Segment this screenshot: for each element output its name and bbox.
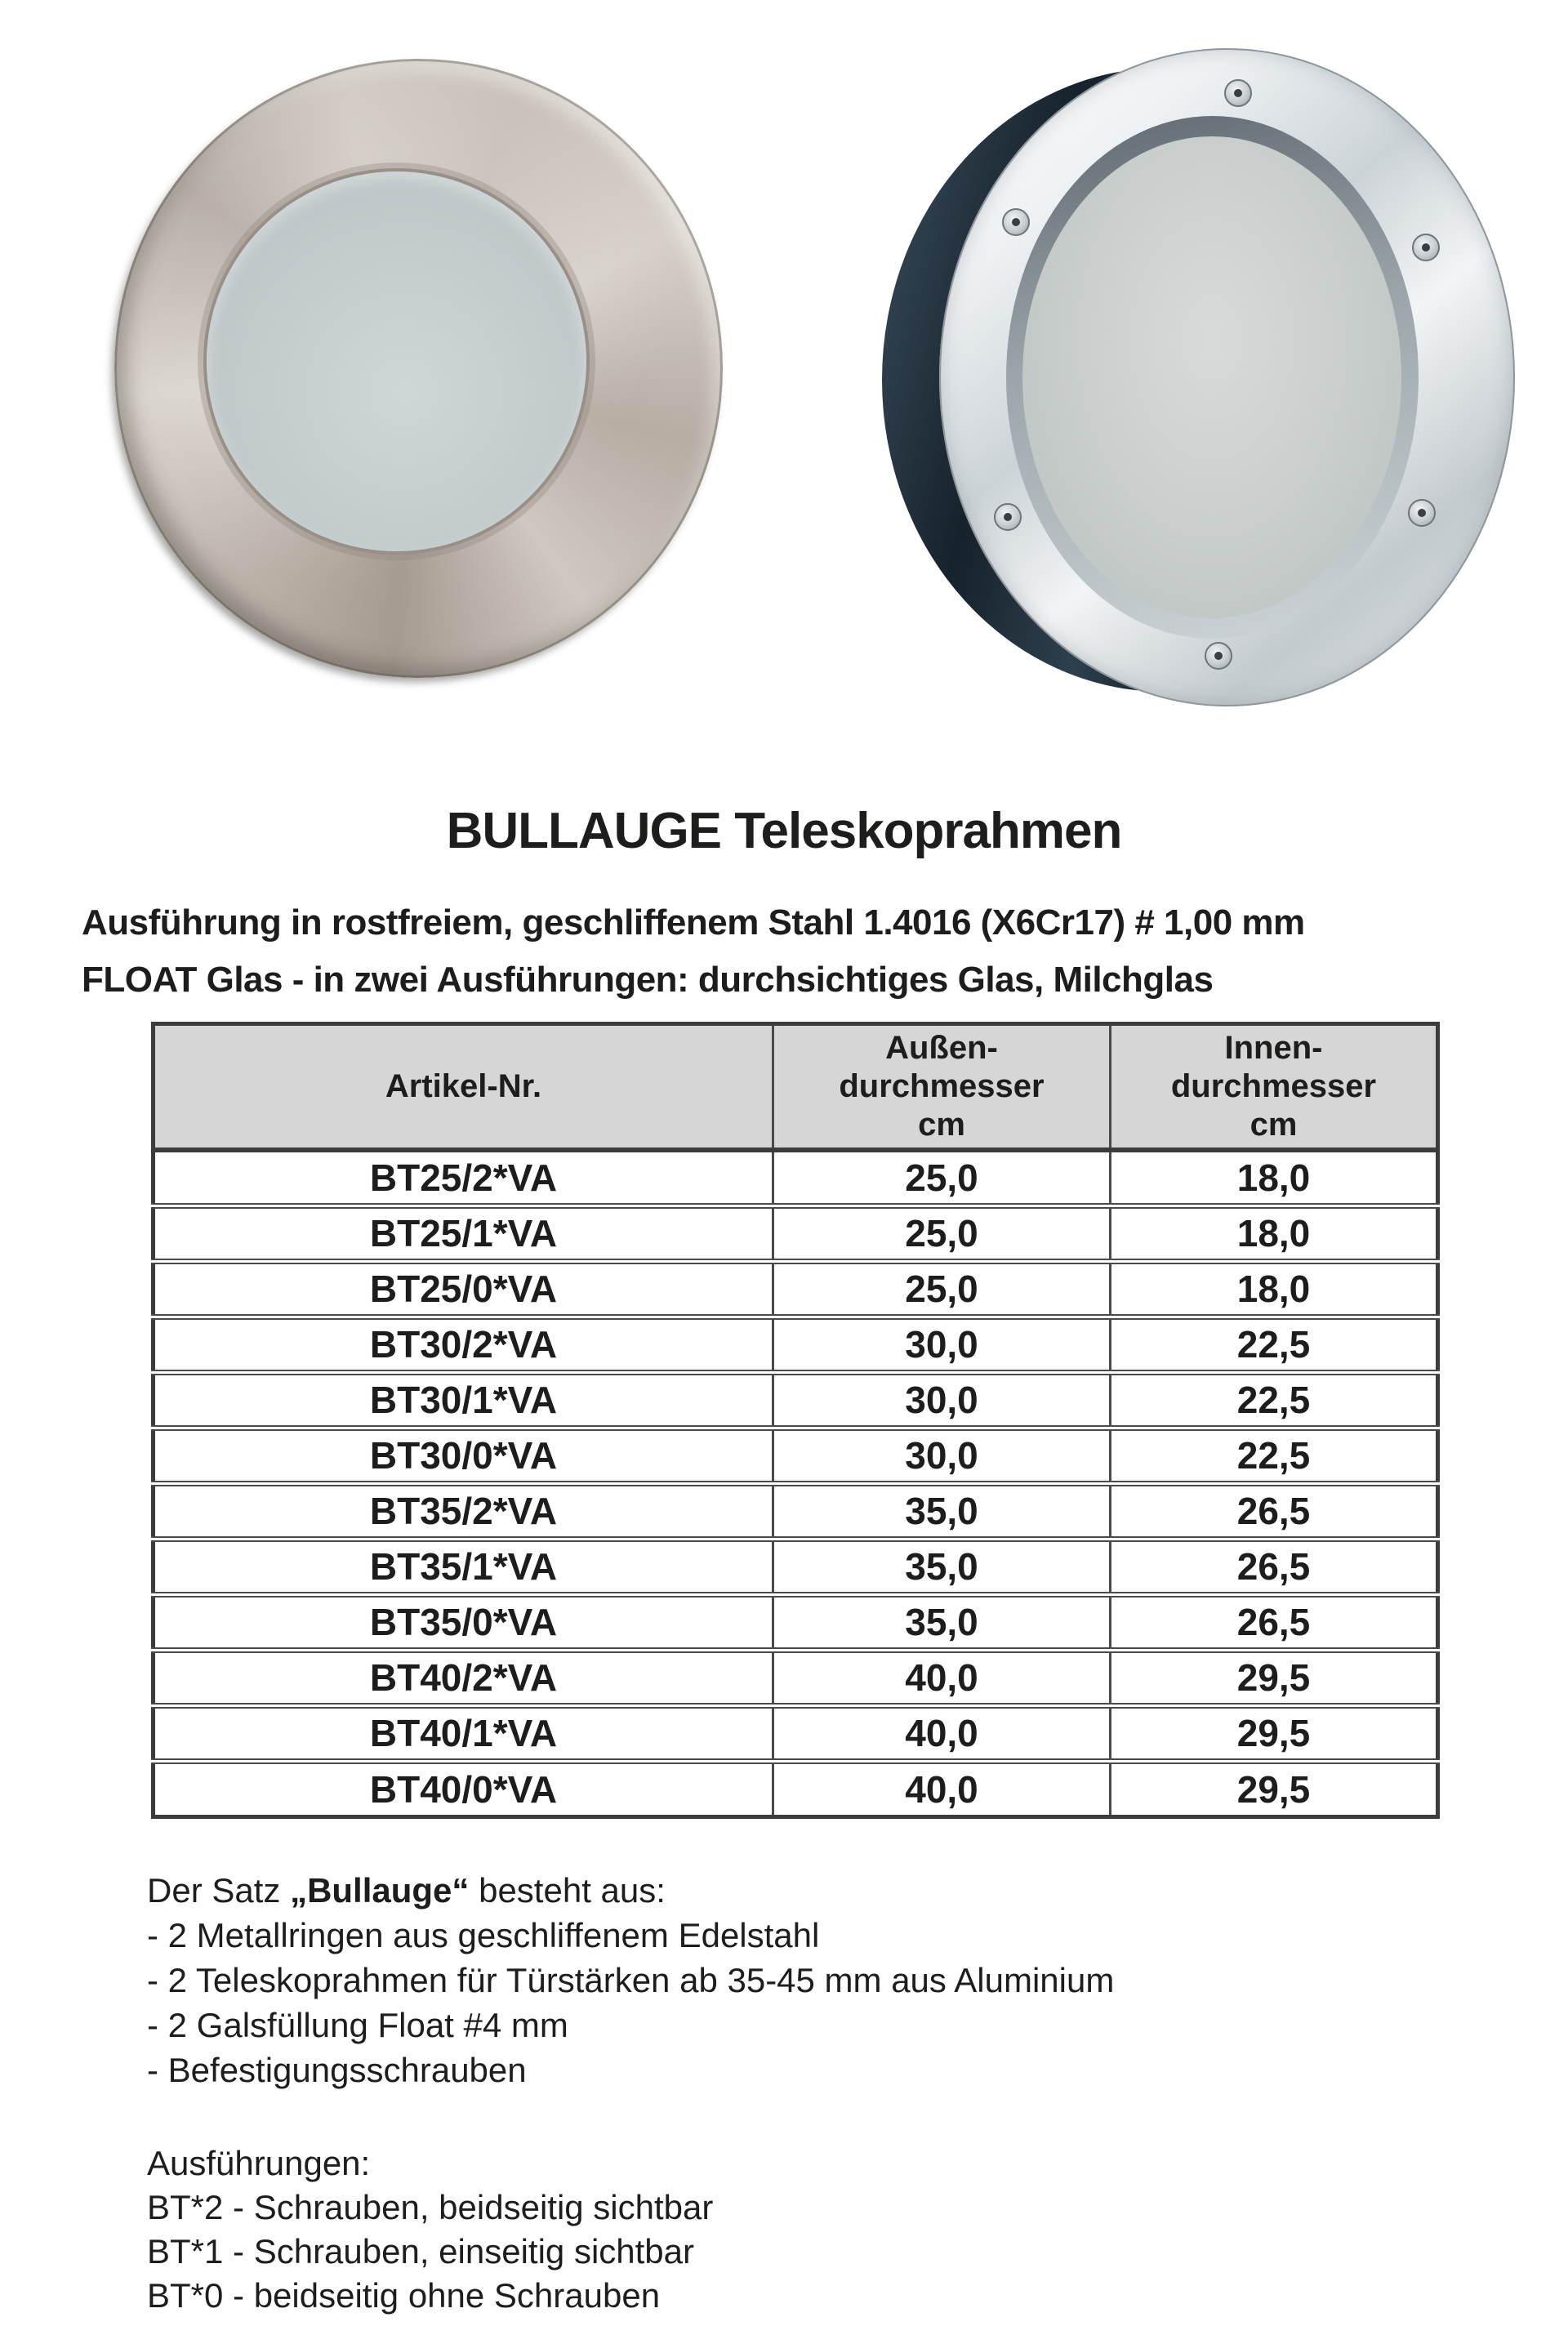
table-row bbox=[154, 1483, 1438, 1539]
col-header-line: Artikel-Nr. bbox=[385, 1068, 542, 1104]
list-item: BT*2 - Schrauben, beidseitig sichtbar bbox=[147, 2187, 714, 2226]
aussendurchmesser-cell: 35,0 bbox=[773, 1539, 1111, 1594]
table-row bbox=[154, 1539, 1438, 1594]
header-row bbox=[154, 1024, 1438, 1151]
intro-line-2: FLOAT Glas - in zwei Ausführungen: durchsichtiges Glas, Milchglas bbox=[82, 960, 1214, 1000]
aussendurchmesser-cell: 25,0 bbox=[773, 1261, 1111, 1317]
versions-block bbox=[147, 2141, 1568, 2318]
table-row bbox=[154, 1705, 1438, 1761]
innendurchmesser-cell: 29,5 bbox=[1111, 1705, 1438, 1761]
artikel-nr-cell: BT40/1*VA bbox=[154, 1705, 773, 1761]
spec-table-body bbox=[154, 1150, 1438, 1816]
list-item: BT*1 - Schrauben, einseitig sichtbar bbox=[147, 2231, 695, 2270]
set-contents-list bbox=[147, 1913, 1568, 2092]
artikel-nr-cell: BT35/1*VA bbox=[154, 1539, 773, 1594]
aussendurchmesser-cell: 35,0 bbox=[773, 1594, 1111, 1650]
product-photos bbox=[0, 0, 1568, 760]
col-header-line: Innen- bbox=[1224, 1030, 1323, 1066]
aussendurchmesser-cell: 25,0 bbox=[773, 1150, 1111, 1205]
artikel-nr-cell: BT25/2*VA bbox=[154, 1150, 773, 1205]
col-header-line: cm bbox=[918, 1107, 965, 1143]
list-item: - 2 Teleskoprahmen für Türstärken ab 35-45 mm aus Aluminium bbox=[147, 1960, 1115, 1999]
porthole-angled-photo bbox=[882, 45, 1515, 711]
innendurchmesser-cell: 22,5 bbox=[1111, 1317, 1438, 1372]
col-header-line: durchmesser bbox=[839, 1068, 1045, 1104]
screw-icon bbox=[1205, 642, 1232, 670]
aussendurchmesser-cell: 30,0 bbox=[773, 1372, 1111, 1428]
spec-table-head bbox=[154, 1024, 1438, 1151]
artikel-nr-cell: BT30/1*VA bbox=[154, 1372, 773, 1428]
screw-icon bbox=[1408, 499, 1436, 527]
lead-prefix: Der Satz bbox=[147, 1870, 291, 1910]
col-header-aussendurchmesser bbox=[773, 1024, 1111, 1151]
list-item: - Befestigungsschrauben bbox=[147, 2050, 527, 2089]
table-row bbox=[154, 1261, 1438, 1317]
innendurchmesser-cell: 29,5 bbox=[1111, 1761, 1438, 1816]
artikel-nr-cell: BT30/2*VA bbox=[154, 1317, 773, 1372]
innendurchmesser-cell: 26,5 bbox=[1111, 1539, 1438, 1594]
aussendurchmesser-cell: 40,0 bbox=[773, 1705, 1111, 1761]
innendurchmesser-cell: 26,5 bbox=[1111, 1483, 1438, 1539]
artikel-nr-cell: BT40/2*VA bbox=[154, 1650, 773, 1705]
table-row bbox=[154, 1761, 1438, 1816]
porthole-front-photo bbox=[114, 59, 723, 678]
set-description-lead bbox=[147, 1868, 1568, 1913]
intro-line-1: Ausführung in rostfreiem, geschliffenem Stahl 1.4016 (X6Cr17) # 1,00 mm bbox=[82, 902, 1305, 943]
col-header-artikel-nr bbox=[154, 1024, 773, 1151]
lead-suffix: besteht aus: bbox=[469, 1870, 666, 1910]
table-row bbox=[154, 1317, 1438, 1372]
artikel-nr-cell: BT40/0*VA bbox=[369, 1767, 558, 1811]
innendurchmesser-cell: 29,5 bbox=[1111, 1650, 1438, 1705]
screw-icon bbox=[1224, 79, 1252, 107]
col-header-innendurchmesser bbox=[1111, 1024, 1438, 1151]
table-row bbox=[154, 1594, 1438, 1650]
table-row bbox=[154, 1372, 1438, 1428]
intro-block bbox=[82, 894, 1568, 1009]
list-item: BT*0 - beidseitig ohne Schrauben bbox=[147, 2275, 661, 2315]
innendurchmesser-cell: 22,5 bbox=[1111, 1428, 1438, 1483]
col-header-line: cm bbox=[1250, 1107, 1298, 1143]
innendurchmesser-cell: 26,5 bbox=[1111, 1594, 1438, 1650]
list-item: - 2 Metallringen aus geschliffenem Edelstahl bbox=[147, 1915, 820, 1954]
aussendurchmesser-cell: 40,0 bbox=[773, 1761, 1111, 1816]
page-title: BULLAUGE Teleskoprahmen bbox=[446, 803, 1122, 859]
aussendurchmesser-cell: 25,0 bbox=[773, 1205, 1111, 1261]
list-item: - 2 Galsfüllung Float #4 mm bbox=[147, 2005, 568, 2044]
innendurchmesser-cell: 18,0 bbox=[1111, 1261, 1438, 1317]
innendurchmesser-cell: 22,5 bbox=[1111, 1372, 1438, 1428]
porthole-angled-glass bbox=[1022, 136, 1401, 618]
col-header-line: Außen- bbox=[885, 1030, 998, 1066]
innendurchmesser-cell: 18,0 bbox=[1111, 1150, 1438, 1205]
artikel-nr-cell: BT35/2*VA bbox=[154, 1483, 773, 1539]
table-row bbox=[154, 1428, 1438, 1483]
table-row bbox=[154, 1205, 1438, 1261]
aussendurchmesser-cell: 35,0 bbox=[773, 1483, 1111, 1539]
versions-list bbox=[147, 2186, 1568, 2318]
artikel-nr-cell: BT25/1*VA bbox=[154, 1205, 773, 1261]
aussendurchmesser-cell: 30,0 bbox=[773, 1428, 1111, 1483]
lead-bold: „Bullauge“ bbox=[290, 1870, 470, 1910]
aussendurchmesser-cell: 30,0 bbox=[773, 1317, 1111, 1372]
col-header-line: durchmesser bbox=[1170, 1068, 1377, 1104]
table-row bbox=[154, 1150, 1438, 1205]
artikel-nr-cell: BT25/0*VA bbox=[154, 1261, 773, 1317]
set-description-block bbox=[147, 1868, 1568, 2092]
innendurchmesser-cell: 18,0 bbox=[1111, 1205, 1438, 1261]
artikel-nr-cell: BT35/0*VA bbox=[154, 1594, 773, 1650]
porthole-front-glass bbox=[207, 172, 586, 551]
screw-icon bbox=[994, 503, 1022, 531]
table-row bbox=[154, 1650, 1438, 1705]
versions-heading: Ausführungen: bbox=[147, 2143, 371, 2182]
screw-icon bbox=[1412, 234, 1440, 261]
aussendurchmesser-cell: 40,0 bbox=[773, 1650, 1111, 1705]
artikel-nr-cell: BT30/0*VA bbox=[154, 1428, 773, 1483]
spec-table bbox=[151, 1022, 1440, 1819]
screw-icon bbox=[1002, 208, 1030, 236]
